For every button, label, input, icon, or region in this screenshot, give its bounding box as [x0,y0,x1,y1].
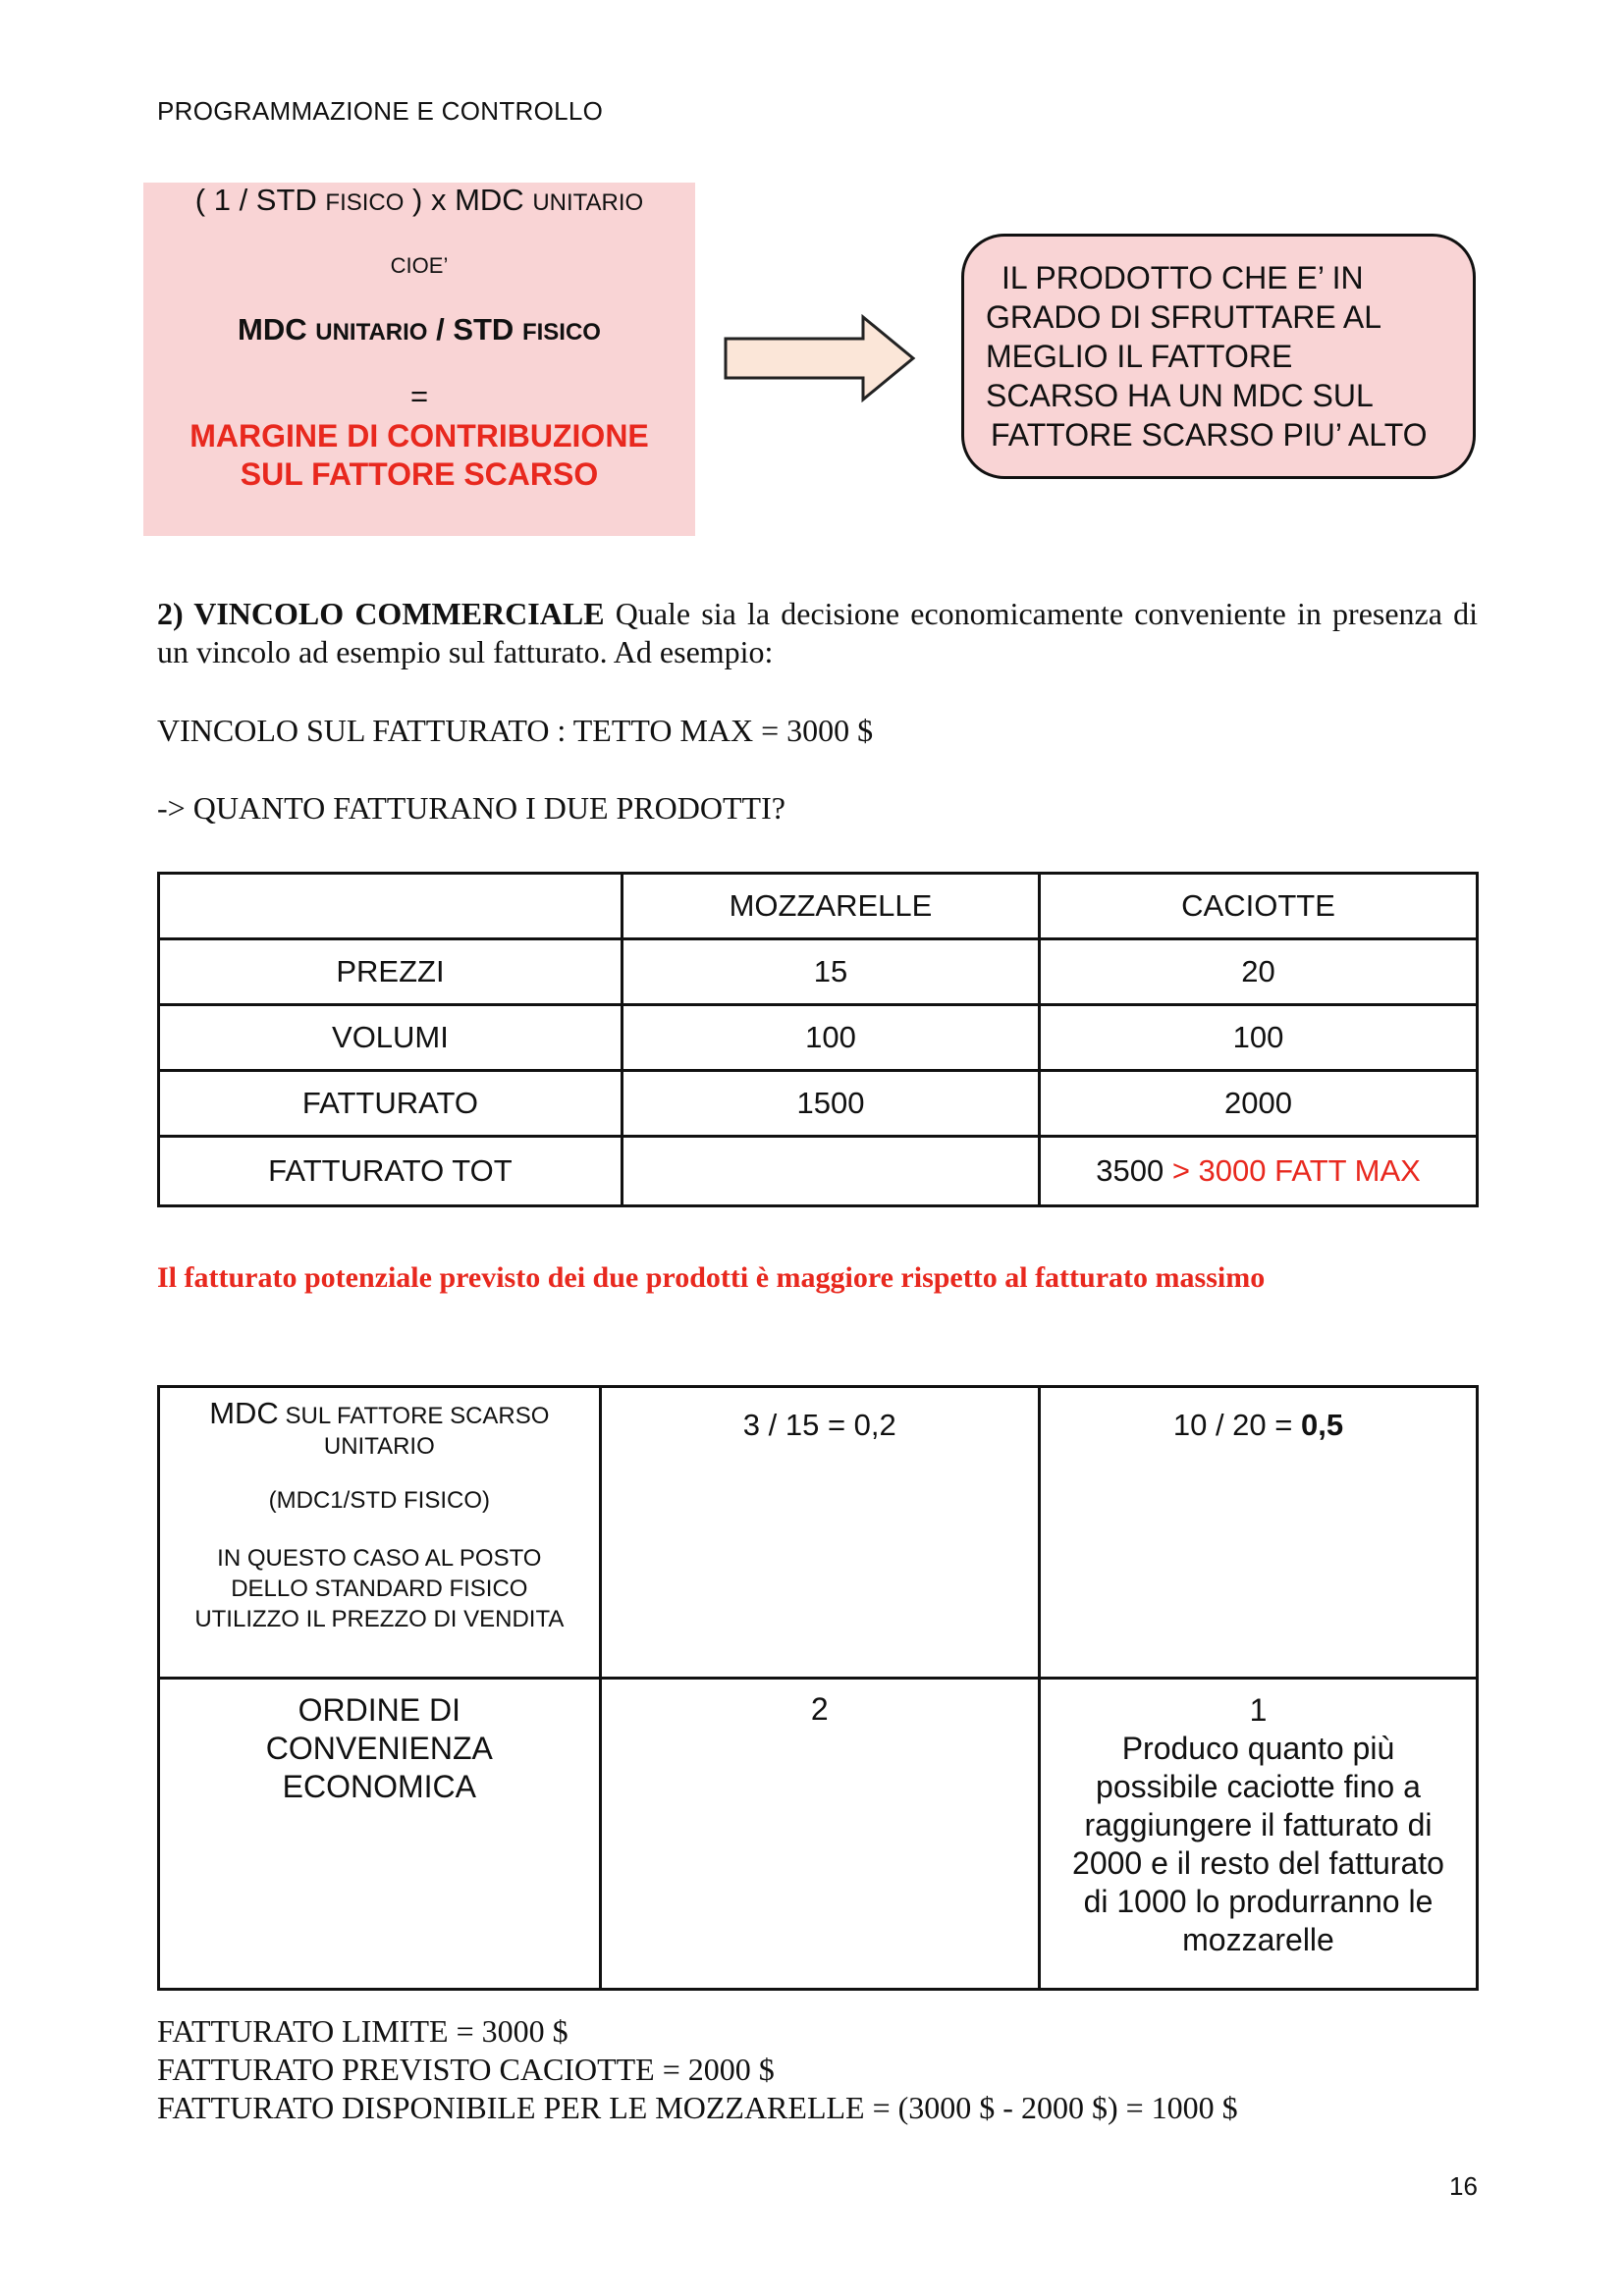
order-caciotte-cell [1039,1679,1477,1990]
section-paragraph [157,595,1478,671]
table-total-row [159,1137,1478,1206]
formula-text: FISICO [521,319,601,346]
table-header-cell [159,874,623,939]
formula-text: ) x MDC [404,183,533,217]
page-header: PROGRAMMAZIONE E CONTROLLO [157,96,604,126]
mdc-caciotte-result: 0,5 [1300,1408,1344,1442]
mdc-formula: (MDC1/STD FISICO) [268,1487,490,1514]
table-cell: FATTURATO [159,1071,623,1137]
formula-text: UNITARIO [532,189,644,216]
order-caciotte-note: Produco quanto più possibile caciotte fino a raggiungere il fatturato di 2000 e il resto del fatturato di 1000 lo produrranno le mozzarelle [1072,1731,1444,1957]
revenue-table [157,872,1479,1207]
table-cell: 1500 [622,1071,1039,1137]
table-row [159,939,1478,1005]
table-row [159,1071,1478,1137]
totals-line: FATTURATO PREVISTO CACIOTTE = 2000 $ [157,2052,775,2087]
table-cell: 15 [622,939,1039,1005]
conclusion-line: MEGLIO IL FATTORE [986,339,1293,374]
mdc-caciotte [1039,1387,1477,1679]
mdc-label [180,1398,579,1462]
formula-text: FISICO [325,189,405,216]
table-cell: PREZZI [159,939,623,1005]
table-cell: VOLUMI [159,1005,623,1071]
right-arrow-icon [723,314,919,402]
question-line: -> QUANTO FATTURANO I DUE PRODOTTI? [157,790,785,826]
table-cell: 100 [622,1005,1039,1071]
mdc-caciotte-calc: 10 / 20 = [1172,1408,1301,1442]
order-mozzarelle: 2 [600,1679,1039,1990]
formula-text: UNITARIO [315,319,428,346]
conclusion-line: SCARSO HA UN MDC SUL [986,378,1374,413]
formula-equals: = [409,379,429,413]
table-row [159,1005,1478,1071]
conclusion-line: FATTORE SCARSO PIU’ ALTO [991,417,1428,453]
total-value: 3500 [1096,1153,1164,1188]
mdc-label-main: MDC [209,1396,279,1430]
mdc-mozzarelle: 3 / 15 = 0,2 [600,1387,1039,1679]
conclusion-box [961,234,1476,479]
mdc-table [157,1385,1479,1991]
formula-line-3 [143,312,695,347]
section-heading: 2) VINCOLO COMMERCIALE [157,596,605,631]
section-text: Quale sia la decisione economicamente conveniente in presenza di un vincolo ad esempio sul fatturato. Ad esempio: [157,596,1479,669]
conclusion-line: IL PRODOTTO CHE E’ IN [1001,260,1364,295]
formula-text: ( 1 / STD [194,183,326,217]
formula-text: / STD [427,312,522,347]
totals-line: FATTURATO DISPONIBILE PER LE MOZZARELLE = (3000 $ - 2000 $) = 1000 $ [157,2090,1238,2125]
table-row [159,1387,1478,1679]
formula-line-1 [143,183,695,218]
formula-result-line-1: MARGINE DI CONTRIBUZIONE [189,418,649,454]
mdc-note: IN QUESTO CASO AL POSTO DELLO STANDARD FISICO UTILIZZO IL PREZZO DI VENDITA [194,1545,565,1632]
conclusion-line: GRADO DI SFRUTTARE AL [986,299,1382,335]
table-cell: FATTURATO TOT [159,1137,623,1206]
order-caciotte: 1 [1249,1692,1268,1728]
red-note: Il fatturato potenziale previsto dei due prodotti è maggiore rispetto al fatturato massimo [157,1261,1266,1294]
formula-box [143,183,695,536]
totals-block [157,2012,1238,2127]
total-compare: > 3000 FATT MAX [1164,1153,1421,1188]
mdc-label-cell [159,1387,601,1679]
table-header-cell: MOZZARELLE [622,874,1039,939]
table-cell [622,1137,1039,1206]
table-cell: 20 [1040,939,1478,1005]
table-header-cell: CACIOTTE [1040,874,1478,939]
table-cell: 100 [1040,1005,1478,1071]
formula-text: MDC [238,312,316,347]
table-row [159,1679,1478,1990]
formula-cioe: CIOE’ [390,253,449,278]
mdc-label-sub: SUL FATTORE SCARSO UNITARIO [278,1403,550,1460]
table-header-row [159,874,1478,939]
page-number: 16 [1449,2171,1478,2201]
constraint-line: VINCOLO SUL FATTURATO : TETTO MAX = 3000 $ [157,713,874,748]
totals-line: FATTURATO LIMITE = 3000 $ [157,2013,568,2049]
order-label: ORDINE DI CONVENIENZA ECONOMICA [159,1679,601,1990]
total-comparison-cell [1040,1137,1478,1206]
formula-result-line-2: SUL FATTORE SCARSO [240,456,599,492]
table-cell: 2000 [1040,1071,1478,1137]
